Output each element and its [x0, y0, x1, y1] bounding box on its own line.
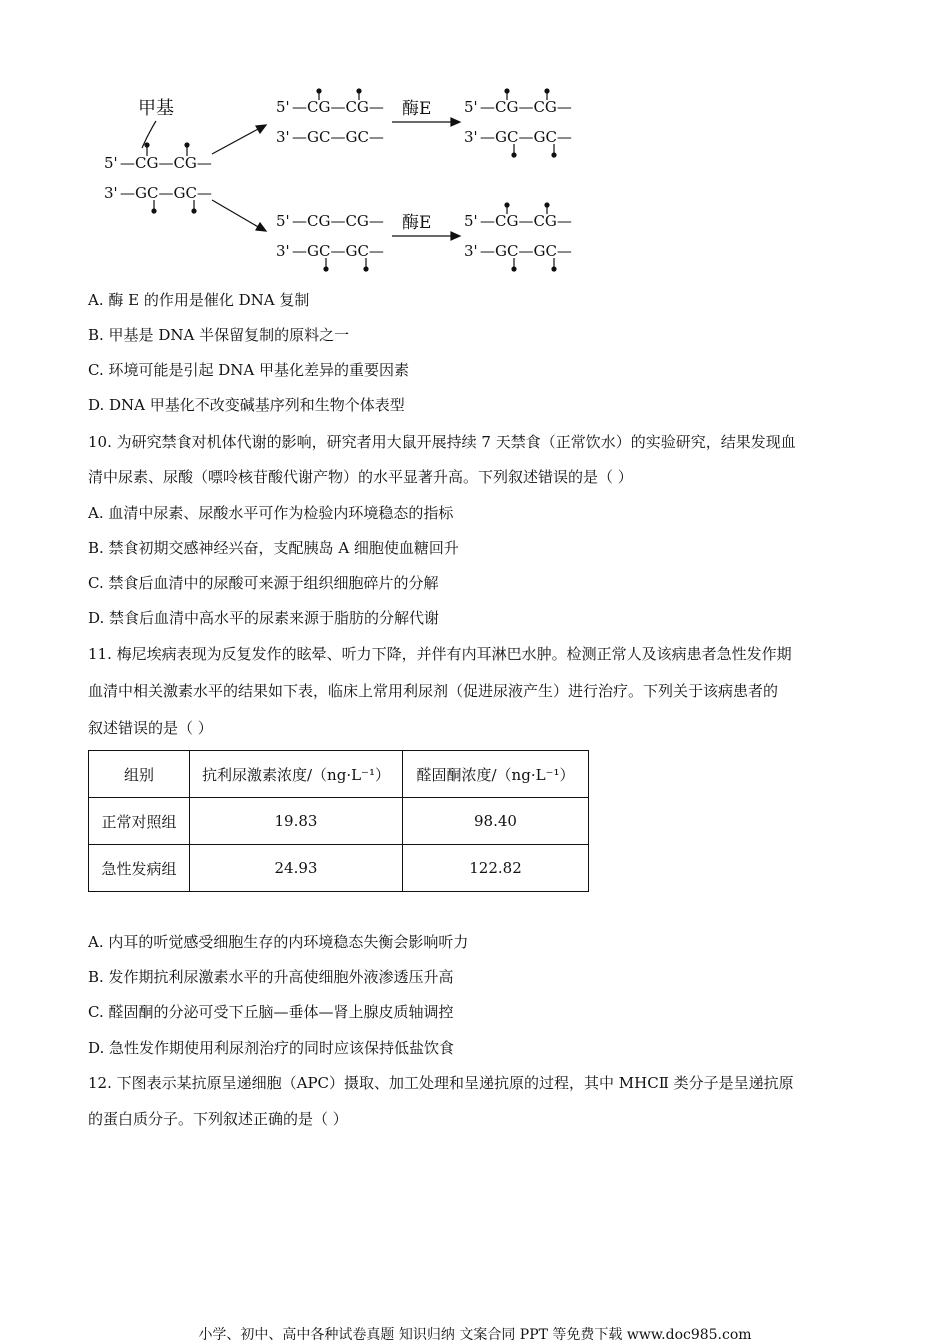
row-2-adh: 24.93 — [190, 845, 403, 892]
bottom-enzyme-arrow — [392, 232, 460, 240]
table-row — [89, 845, 589, 892]
top-mid-5-prime: 5' — [276, 98, 290, 116]
left-top-strand: —CG—CG— — [120, 154, 212, 172]
page-footer: 小学、初中、高中各种试卷真题 知识归纳 文案合同 PPT 等免费下载 www.doc985.com — [198, 1327, 752, 1343]
bottom-right-3-prime: 3' — [464, 242, 478, 260]
q9-option-d: D. DNA 甲基化不改变碱基序列和生物个体表型 — [88, 396, 405, 414]
row-1-aldosterone: 98.40 — [403, 798, 589, 845]
top-mid-3-prime: 3' — [276, 128, 290, 146]
q11-stem-line-2: 血清中相关激素水平的结果如下表，临床上常用利尿剂（促进尿液产生）进行治疗。下列关于该病患者的 — [88, 682, 779, 700]
bottom-enzyme-label: 酶E — [402, 213, 432, 233]
q11-option-d: D. 急性发作期使用利尿剂治疗的同时应该保持低盐饮食 — [88, 1039, 455, 1057]
header-adh: 抗利尿激素浓度/（ng·L⁻¹） — [190, 751, 403, 798]
q11-option-c: C. 醛固酮的分泌可受下丘脑—垂体—肾上腺皮质轴调控 — [88, 1003, 454, 1021]
hormone-table — [88, 750, 589, 892]
row-1-adh: 19.83 — [190, 798, 403, 845]
methyl-label: 甲基 — [138, 98, 174, 119]
q9-option-a: A. 酶 E 的作用是催化 DNA 复制 — [88, 291, 310, 309]
q11-stem-line-3: 叙述错误的是（ ） — [88, 719, 213, 737]
header-group: 组别 — [89, 751, 190, 798]
q10-stem-line-1: 10. 为研究禁食对机体代谢的影响，研究者用大鼠开展持续 7 天禁食（正常饮水）的实验研究，结果发现血 — [88, 433, 796, 451]
header-aldosterone: 醛固酮浓度/（ng·L⁻¹） — [403, 751, 589, 798]
top-enzyme-label: 酶E — [402, 99, 432, 119]
top-right-top-strand: —CG—CG— — [480, 98, 572, 116]
q12-stem-line-1: 12. 下图表示某抗原呈递细胞（APC）摄取、加工处理和呈递抗原的过程，其中 MHCⅡ 类分子是呈递抗原 — [88, 1074, 794, 1092]
q10-option-d: D. 禁食后血清中高水平的尿素来源于脂肪的分解代谢 — [88, 609, 440, 627]
q10-stem-line-2: 清中尿素、尿酸（嘌呤核苷酸代谢产物）的水平显著升高。下列叙述错误的是（ ） — [88, 468, 633, 486]
bottom-right-5-prime: 5' — [464, 212, 478, 230]
q10-option-a: A. 血清中尿素、尿酸水平可作为检验内环境稳态的指标 — [88, 504, 454, 522]
row-2-group: 急性发病组 — [89, 845, 190, 892]
row-1-group: 正常对照组 — [89, 798, 190, 845]
q9-option-c: C. 环境可能是引起 DNA 甲基化差异的重要因素 — [88, 361, 410, 379]
q10-option-b: B. 禁食初期交感神经兴奋，支配胰岛 A 细胞使血糖回升 — [88, 539, 459, 557]
left-3-prime: 3' — [104, 184, 118, 202]
top-mid-top-strand: —CG—CG— — [292, 98, 384, 116]
top-right-bottom-strand: —GC—GC— — [480, 128, 572, 146]
bottom-mid-top-strand: —CG—CG— — [292, 212, 384, 230]
row-2-aldosterone: 122.82 — [403, 845, 589, 892]
q11-stem-line-1: 11. 梅尼埃病表现为反复发作的眩晕、听力下降，并伴有内耳淋巴水肿。检测正常人及该病患者急性发作期 — [88, 645, 792, 663]
q12-stem-line-2: 的蛋白质分子。下列叙述正确的是（ ） — [88, 1110, 348, 1128]
bottom-mid-3-prime: 3' — [276, 242, 290, 260]
bottom-right-bottom-strand: —GC—GC— — [480, 242, 572, 260]
left-bottom-strand: —GC—GC— — [120, 184, 212, 202]
q11-option-b: B. 发作期抗利尿激素水平的升高使细胞外液渗透压升高 — [88, 968, 454, 986]
q9-option-b: B. 甲基是 DNA 半保留复制的原料之一 — [88, 326, 350, 344]
dna-methylation-diagram — [90, 88, 590, 278]
branch-arrows — [212, 125, 266, 231]
top-right-5-prime: 5' — [464, 98, 478, 116]
table-header-row — [89, 751, 589, 798]
q11-option-a: A. 内耳的听觉感受细胞生存的内环境稳态失衡会影响听力 — [88, 933, 469, 951]
left-5-prime: 5' — [104, 154, 118, 172]
top-enzyme-arrow — [392, 118, 460, 126]
bottom-mid-5-prime: 5' — [276, 212, 290, 230]
top-right-3-prime: 3' — [464, 128, 478, 146]
q10-option-c: C. 禁食后血清中的尿酸可来源于组织细胞碎片的分解 — [88, 574, 439, 592]
table-row — [89, 798, 589, 845]
bottom-mid-bottom-strand: —GC—GC— — [292, 242, 384, 260]
bottom-right-top-strand: —CG—CG— — [480, 212, 572, 230]
top-mid-bottom-strand: —GC—GC— — [292, 128, 384, 146]
